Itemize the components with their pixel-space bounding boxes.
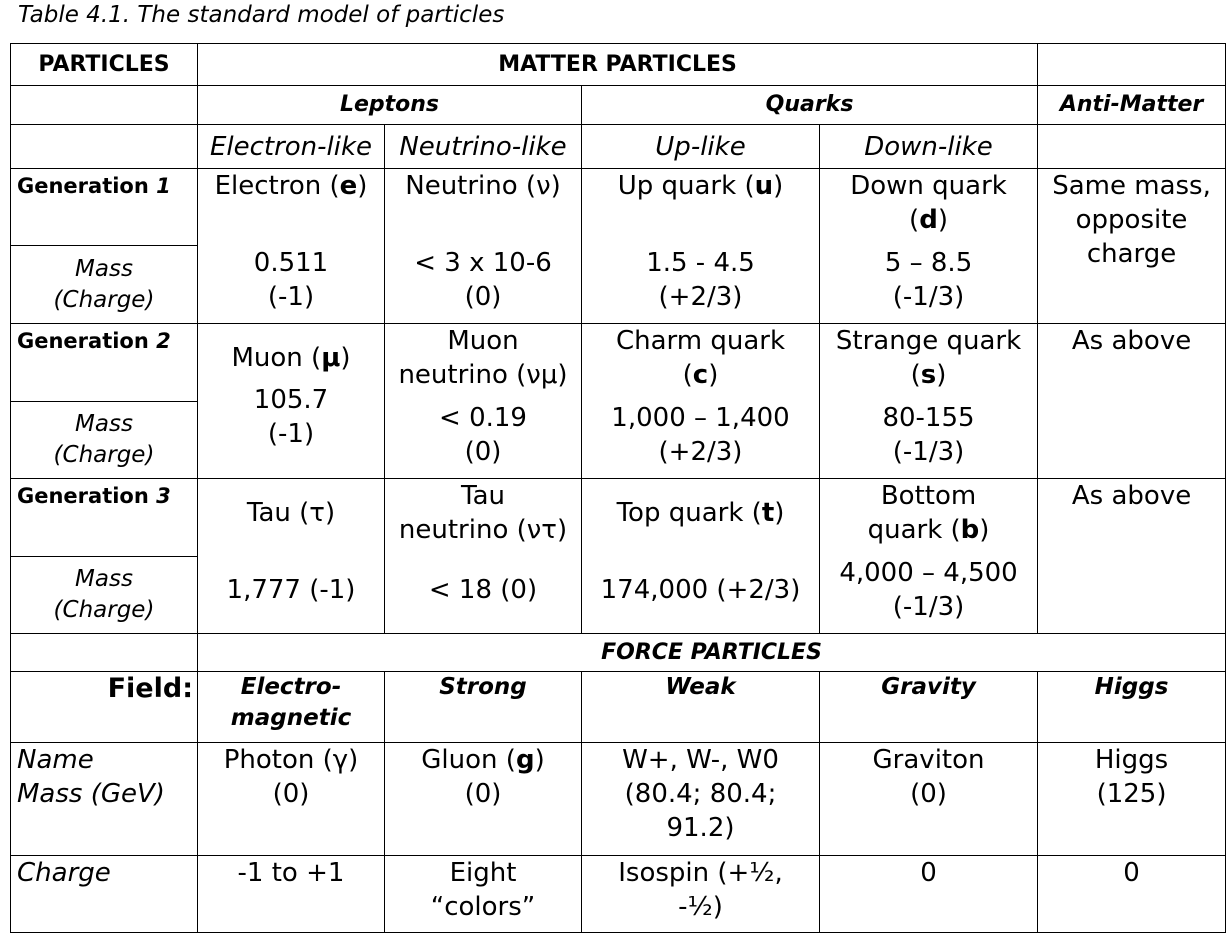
particle-charge: (+2/3): [658, 437, 743, 467]
particle-name-line1: Bottom: [880, 481, 977, 511]
force-gluon: Gluon (g) (0): [385, 743, 582, 856]
particle-name-line2: quark (b): [867, 515, 990, 545]
generation-2-label: Generation 2: [11, 324, 198, 402]
particle-symbol: (d): [909, 205, 948, 235]
gen2-electron-cell: [198, 324, 385, 479]
header-leptons: Leptons: [198, 86, 582, 125]
particle-name: Down quark: [850, 171, 1007, 201]
particle-charge: (-1/3): [892, 437, 965, 467]
mass-charge-label: Mass (Charge): [11, 246, 198, 324]
particle-name-line2: neutrino (νμ): [398, 360, 568, 390]
particle-mass: 0.511: [253, 248, 329, 278]
gen1-down-cell: [820, 169, 1038, 324]
header-up-like: Up-like: [582, 125, 820, 169]
particle-mass-charge: < 18 (0): [428, 575, 538, 605]
mass-charge-label: Mass (Charge): [11, 402, 198, 479]
charge-graviton: 0: [820, 856, 1038, 933]
field-weak: Weak: [582, 672, 820, 743]
particle-name: Up quark (u): [617, 171, 784, 201]
charge-weak: Isospin (+½, -½): [582, 856, 820, 933]
particle-name: Electron (e): [214, 171, 368, 201]
force-w-bosons: W+, W-, W0 (80.4; 80.4; 91.2): [582, 743, 820, 856]
header-neutrino-like: Neutrino-like: [385, 125, 582, 169]
gen3-up-cell: [582, 479, 820, 634]
particle-charge: (-1): [267, 282, 315, 312]
gen1-up-cell: [582, 169, 820, 324]
field-higgs: Higgs: [1038, 672, 1226, 743]
generation-1-label: Generation 1: [11, 169, 198, 246]
particle-mass: < 0.19: [439, 403, 527, 433]
header-down-like: Down-like: [820, 125, 1038, 169]
gen2-neutrino-cell: [385, 324, 582, 479]
particle-name: Top quark (t): [616, 498, 785, 528]
force-higgs: Higgs (125): [1038, 743, 1226, 856]
header-anti-matter: Anti-Matter: [1038, 86, 1226, 125]
table-caption: Table 4.1. The standard model of particles: [18, 2, 505, 28]
gen3-anti-matter-cell: As above: [1038, 479, 1226, 634]
particle-charge: (-1/3): [892, 282, 965, 312]
particle-charge: (-1): [267, 419, 315, 449]
gen1-anti-matter-cell: Same mass, opposite charge: [1038, 169, 1226, 324]
header-empty: [1038, 125, 1226, 169]
header-electron-like: Electron-like: [198, 125, 385, 169]
charge-gluon: Eight “colors”: [385, 856, 582, 933]
particle-mass: 5 – 8.5: [884, 248, 973, 278]
field-label: Field:: [11, 672, 198, 743]
particle-mass: 1,000 – 1,400: [611, 403, 790, 433]
name-mass-label: Name Mass (GeV): [11, 743, 198, 856]
particle-mass: < 3 x 10-6: [414, 248, 552, 278]
particle-charge: (0): [464, 437, 502, 467]
header-empty: [11, 634, 198, 672]
particle-mass: 80-155: [882, 403, 975, 433]
particle-name-line1: Tau: [461, 481, 505, 511]
particle-name: Neutrino (ν): [405, 171, 561, 201]
particle-symbol: (s): [910, 360, 947, 390]
particle-symbol: (c): [682, 360, 719, 390]
particle-name: Strange quark: [835, 326, 1022, 356]
charge-label: Charge: [11, 856, 198, 933]
gen2-down-cell: [820, 324, 1038, 479]
gen3-neutrino-cell: [385, 479, 582, 634]
standard-model-table: [10, 43, 1226, 933]
header-matter-particles: MATTER PARTICLES: [198, 44, 1038, 86]
charge-higgs: 0: [1038, 856, 1226, 933]
particle-mass: 1.5 - 4.5: [646, 248, 755, 278]
gen2-anti-matter-cell: As above: [1038, 324, 1226, 479]
field-electromagnetic: Electro-magnetic: [198, 672, 385, 743]
field-gravity: Gravity: [820, 672, 1038, 743]
field-strong: Strong: [385, 672, 582, 743]
mass-charge-label: Mass (Charge): [11, 557, 198, 634]
gen1-neutrino-cell: [385, 169, 582, 324]
particle-mass-charge: 174,000 (+2/3): [600, 575, 801, 605]
force-graviton: Graviton (0): [820, 743, 1038, 856]
header-empty: [11, 86, 198, 125]
force-photon: Photon (γ) (0): [198, 743, 385, 856]
generation-3-label: Generation 3: [11, 479, 198, 557]
particle-name: Muon (μ): [231, 343, 351, 373]
particle-mass: 4,000 – 4,500: [839, 558, 1018, 588]
particle-mass: 105.7: [253, 385, 329, 415]
particle-mass-charge: 1,777 (-1): [226, 575, 356, 605]
header-quarks: Quarks: [582, 86, 1038, 125]
gen1-electron-cell: [198, 169, 385, 324]
header-force-particles: FORCE PARTICLES: [198, 634, 1226, 672]
particle-charge: (0): [464, 282, 502, 312]
gen3-down-cell: [820, 479, 1038, 634]
particle-name-line2: neutrino (ντ): [398, 515, 568, 545]
gen3-electron-cell: [198, 479, 385, 634]
gen2-up-cell: [582, 324, 820, 479]
particle-charge: (-1/3): [892, 592, 965, 622]
charge-photon: -1 to +1: [198, 856, 385, 933]
particle-name: Charm quark: [615, 326, 786, 356]
header-particles: PARTICLES: [11, 44, 198, 86]
particle-name-line1: Muon: [447, 326, 519, 356]
header-empty: [1038, 44, 1226, 86]
particle-name: Tau (τ): [246, 498, 336, 528]
header-empty: [11, 125, 198, 169]
particle-charge: (+2/3): [658, 282, 743, 312]
